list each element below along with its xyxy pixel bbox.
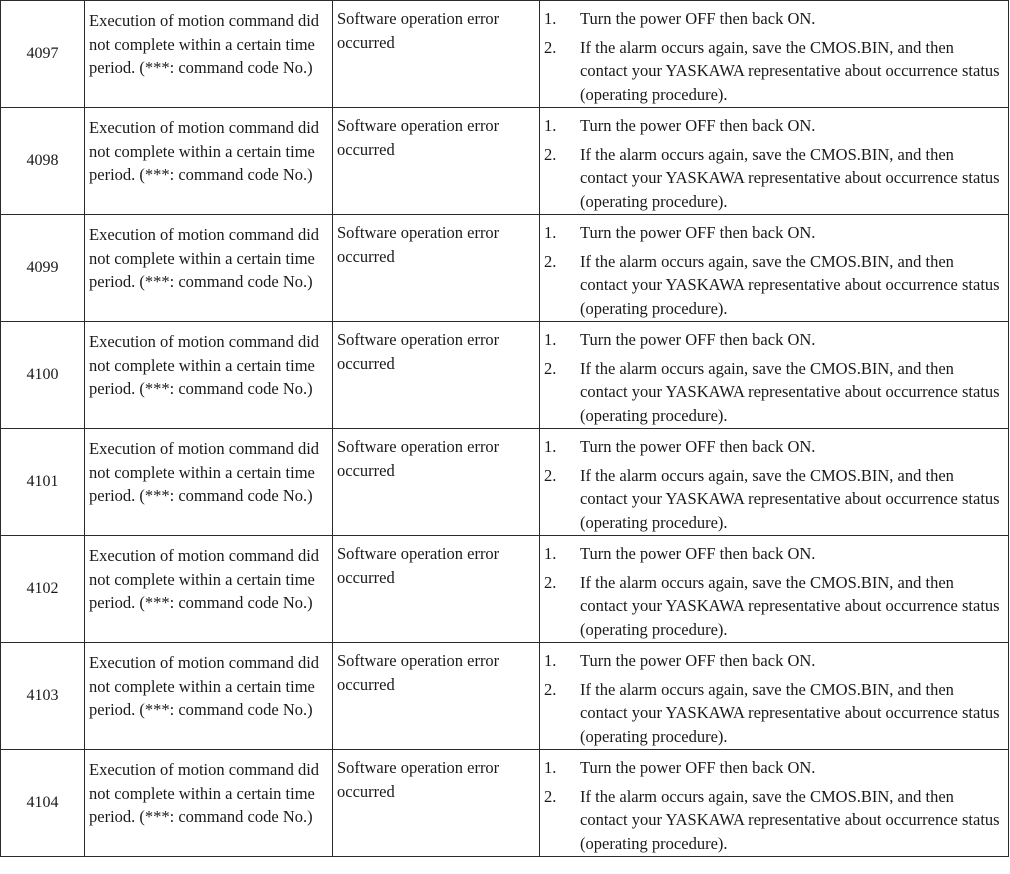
step-number: 2. xyxy=(544,465,557,485)
alarm-code: 4101 xyxy=(1,429,85,536)
remedy-step xyxy=(544,678,1000,749)
alarm-cause: Software operation error occurred xyxy=(333,750,540,857)
alarm-code: 4097 xyxy=(1,1,85,108)
alarm-meaning: Execution of motion command did not complete within a certain time period. (***: command code No.) xyxy=(85,1,333,108)
step-number: 2. xyxy=(544,786,557,806)
step-number: 2. xyxy=(544,37,557,57)
table-row xyxy=(1,536,1009,643)
step-text: Turn the power OFF then back ON. xyxy=(580,9,816,28)
step-text: If the alarm occurs again, save the CMOS.BIN, and then contact your YASKAWA representative about occurrence status (operating procedure). xyxy=(580,572,1000,639)
remedy-step xyxy=(544,435,1000,459)
step-number: 1. xyxy=(544,651,557,670)
step-number: 2. xyxy=(544,679,557,699)
remedy-step xyxy=(544,328,1000,352)
alarm-meaning: Execution of motion command did not complete within a certain time period. (***: command code No.) xyxy=(85,322,333,429)
step-text: If the alarm occurs again, save the CMOS.BIN, and then contact your YASKAWA representative about occurrence status (operating procedure). xyxy=(580,144,1000,211)
alarm-meaning: Execution of motion command did not complete within a certain time period. (***: command code No.) xyxy=(85,643,333,750)
alarm-remedy xyxy=(540,108,1009,215)
alarm-meaning: Execution of motion command did not complete within a certain time period. (***: command code No.) xyxy=(85,536,333,643)
table-row xyxy=(1,643,1009,750)
remedy-step xyxy=(544,250,1000,321)
step-number: 2. xyxy=(544,358,557,378)
remedy-step xyxy=(544,785,1000,856)
alarm-remedy xyxy=(540,429,1009,536)
alarm-remedy xyxy=(540,750,1009,857)
table-row xyxy=(1,1,1009,108)
step-text: If the alarm occurs again, save the CMOS.BIN, and then contact your YASKAWA representative about occurrence status (operating procedure). xyxy=(580,358,1000,425)
step-text: If the alarm occurs again, save the CMOS.BIN, and then contact your YASKAWA representative about occurrence status (operating procedure). xyxy=(580,251,1000,318)
alarm-cause: Software operation error occurred xyxy=(333,322,540,429)
step-text: Turn the power OFF then back ON. xyxy=(580,330,816,349)
alarm-cause: Software operation error occurred xyxy=(333,536,540,643)
step-text: Turn the power OFF then back ON. xyxy=(580,116,816,135)
step-text: Turn the power OFF then back ON. xyxy=(580,651,816,670)
step-number: 2. xyxy=(544,144,557,164)
alarm-cause: Software operation error occurred xyxy=(333,1,540,108)
step-number: 1. xyxy=(544,758,557,777)
alarm-cause: Software operation error occurred xyxy=(333,215,540,322)
step-number: 1. xyxy=(544,437,557,456)
remedy-step xyxy=(544,756,1000,780)
step-text: Turn the power OFF then back ON. xyxy=(580,223,816,242)
step-number: 1. xyxy=(544,544,557,563)
alarm-code: 4103 xyxy=(1,643,85,750)
remedy-step xyxy=(544,571,1000,642)
table-row xyxy=(1,750,1009,857)
table-row xyxy=(1,322,1009,429)
remedy-step xyxy=(544,36,1000,107)
alarm-cause: Software operation error occurred xyxy=(333,108,540,215)
step-text: If the alarm occurs again, save the CMOS.BIN, and then contact your YASKAWA representative about occurrence status (operating procedure). xyxy=(580,465,1000,532)
step-number: 1. xyxy=(544,330,557,349)
table-row xyxy=(1,108,1009,215)
alarm-remedy xyxy=(540,215,1009,322)
alarm-remedy xyxy=(540,322,1009,429)
remedy-step xyxy=(544,221,1000,245)
step-text: If the alarm occurs again, save the CMOS.BIN, and then contact your YASKAWA representative about occurrence status (operating procedure). xyxy=(580,679,1000,746)
alarm-code: 4102 xyxy=(1,536,85,643)
alarm-code: 4104 xyxy=(1,750,85,857)
step-number: 1. xyxy=(544,9,557,28)
step-number: 1. xyxy=(544,223,557,242)
table-row xyxy=(1,215,1009,322)
remedy-step xyxy=(544,357,1000,428)
alarm-code: 4099 xyxy=(1,215,85,322)
alarm-table-body xyxy=(1,1,1009,857)
step-text: If the alarm occurs again, save the CMOS.BIN, and then contact your YASKAWA representative about occurrence status (operating procedure). xyxy=(580,786,1000,853)
step-text: Turn the power OFF then back ON. xyxy=(580,437,816,456)
alarm-remedy xyxy=(540,643,1009,750)
remedy-step xyxy=(544,464,1000,535)
alarm-cause: Software operation error occurred xyxy=(333,643,540,750)
table-row xyxy=(1,429,1009,536)
remedy-step xyxy=(544,7,1000,31)
remedy-step xyxy=(544,649,1000,673)
step-number: 2. xyxy=(544,251,557,271)
alarm-remedy xyxy=(540,536,1009,643)
alarm-meaning: Execution of motion command did not complete within a certain time period. (***: command code No.) xyxy=(85,108,333,215)
alarm-cause: Software operation error occurred xyxy=(333,429,540,536)
step-text: If the alarm occurs again, save the CMOS.BIN, and then contact your YASKAWA representative about occurrence status (operating procedure). xyxy=(580,37,1000,104)
step-number: 1. xyxy=(544,116,557,135)
alarm-meaning: Execution of motion command did not complete within a certain time period. (***: command code No.) xyxy=(85,750,333,857)
step-text: Turn the power OFF then back ON. xyxy=(580,544,816,563)
step-text: Turn the power OFF then back ON. xyxy=(580,758,816,777)
remedy-step xyxy=(544,542,1000,566)
remedy-step xyxy=(544,114,1000,138)
alarm-meaning: Execution of motion command did not complete within a certain time period. (***: command code No.) xyxy=(85,429,333,536)
alarm-code: 4098 xyxy=(1,108,85,215)
alarm-remedy xyxy=(540,1,1009,108)
step-number: 2. xyxy=(544,572,557,592)
remedy-step xyxy=(544,143,1000,214)
alarm-meaning: Execution of motion command did not complete within a certain time period. (***: command code No.) xyxy=(85,215,333,322)
alarm-code: 4100 xyxy=(1,322,85,429)
